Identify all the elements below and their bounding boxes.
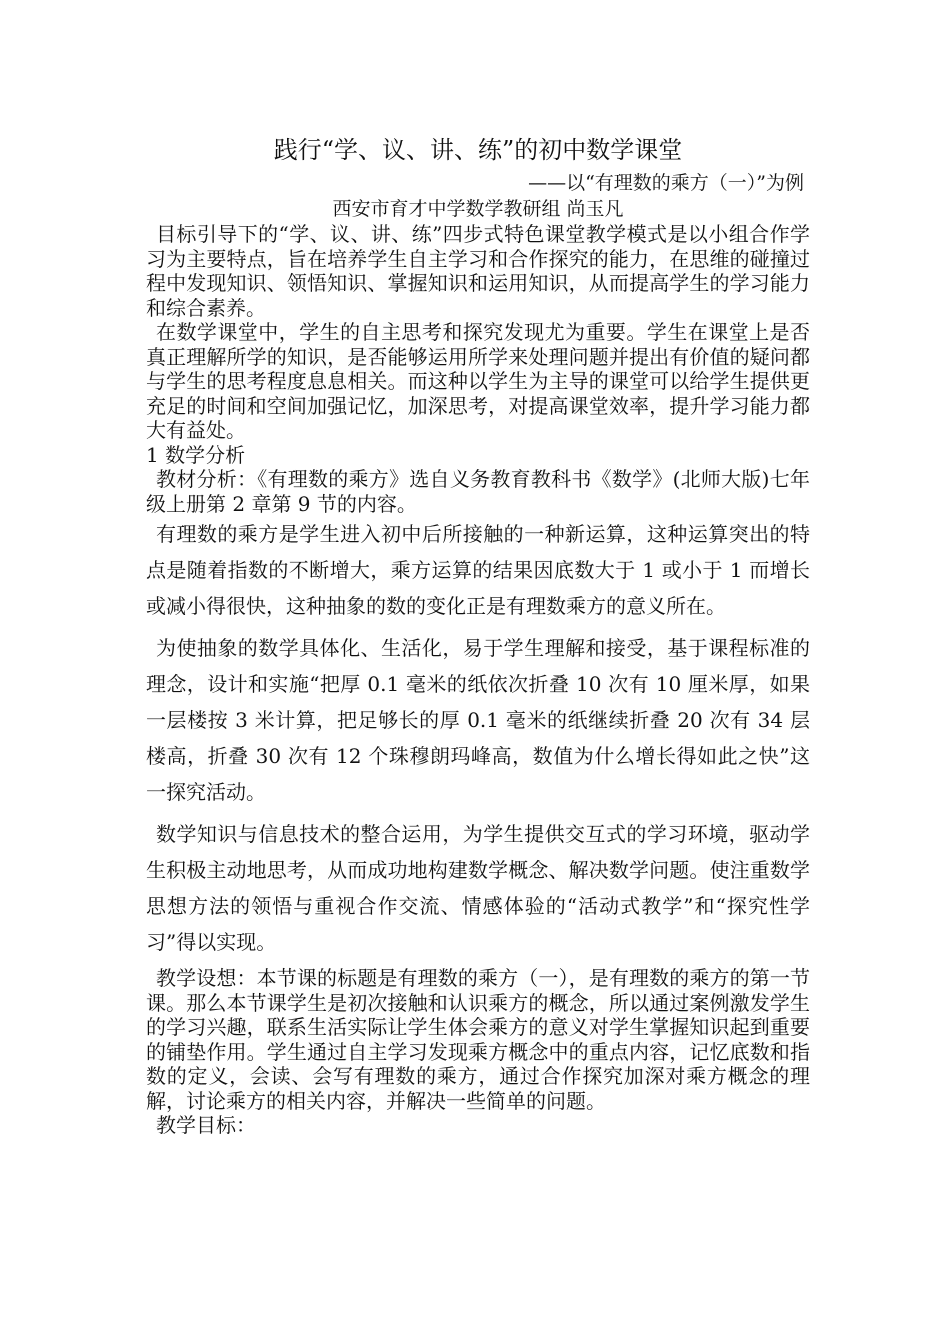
textbook-analysis-paragraph: 教材分析：《有理数的乘方》选自义务教育教科书《数学》(北师大版)七年级上册第 2 章第 9 节的内容。: [146, 467, 810, 516]
document-title: 践行“学、议、讲、练”的初中数学课堂: [273, 136, 683, 164]
section-heading: 1 数学分析: [146, 442, 246, 467]
technology-paragraph: 数学知识与信息技术的整合运用，为学生提供交互式的学习环境，驱动学生积极主动地思考，从而成功地构建数学概念、解决数学问题。使注重数学思想方法的领悟与重视合作交流、情感体验的“活动式教学”和“探究性学习”得以实现。: [146, 822, 810, 954]
document-author: 西安市育才中学数学教研组 尚玉凡: [332, 198, 624, 220]
intro-paragraph-2: 在数学课堂中，学生的自主思考和探究发现尤为重要。学生在课堂上是否真正理解所学的知识，是否能够运用所学来处理问题并提出有价值的疑问都与学生的思考程度息息相关。而这种以学生为主导的课堂可以给学生提供更充足的时间和空间加强记忆，加深思考，对提高课堂效率，提升学习能力都大有益处。: [146, 320, 810, 442]
teaching-goals-label: 教学目标：: [156, 1113, 256, 1137]
teaching-idea-paragraph: 教学设想：本节课的标题是有理数的乘方（一），是有理数的乘方的第一节课。那么本节课学生是初次接触和认识乘方的概念，所以通过案例激发学生的学习兴趣，联系生活实际让学生体会乘方的意义对学生掌握知识起到重要的铺垫作用。学生通过自主学习发现乘方概念中的重点内容，记忆底数和指数的定义，会读、会写有理数的乘方，通过合作探究加深对乘方概念的理解，讨论乘方的相关内容，并解决一些简单的问题。: [146, 966, 810, 1113]
exponent-meaning-paragraph: 有理数的乘方是学生进入初中后所接触的一种新运算，这种运算突出的特点是随着指数的不断增大，乘方运算的结果因底数大于 1 或小于 1 而增长或减小得很快，这种抽象的数的变化正是有理数乘方的意义所在。: [146, 522, 810, 618]
paper-folding-paragraph: 为使抽象的数学具体化、生活化，易于学生理解和接受，基于课程标准的理念，设计和实施“把厚 0.1 毫米的纸依次折叠 10 次有 10 厘米厚，如果一层楼按 3 米计算，把足够长的厚 0.1 毫米的纸继续折叠 20 次有 34 层楼高，折叠 30 次有 12 个珠穆朗玛峰高，数值为什么增长得如此之快”这一探究活动。: [146, 636, 810, 804]
intro-paragraph-1: 目标引导下的“学、议、讲、练”四步式特色课堂教学模式是以小组合作学习为主要特点，旨在培养学生自主学习和合作探究的能力，在思维的碰撞过程中发现知识、领悟知识、掌握知识和运用知识，从而提高学生的学习能力和综合素养。: [146, 222, 810, 320]
document-subtitle: ——以“有理数的乘方（一）”为例: [528, 172, 804, 194]
document-page: [146, 130, 810, 1138]
